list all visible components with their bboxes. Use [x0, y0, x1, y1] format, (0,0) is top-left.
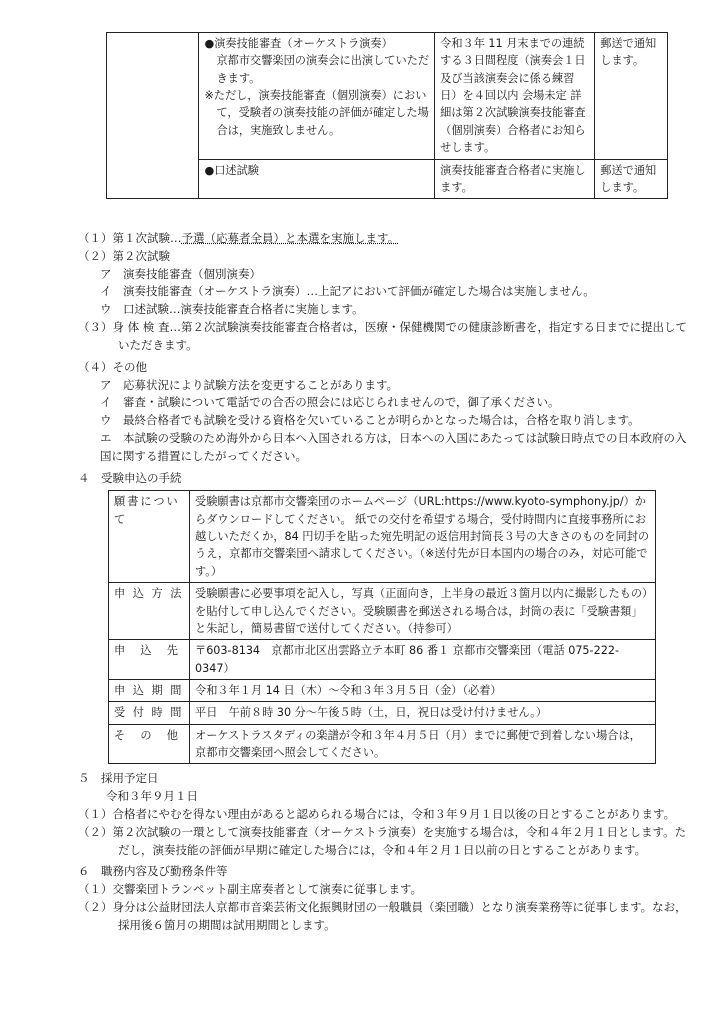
table-row	[109, 724, 656, 764]
section3-item4-head: （４）その他	[78, 359, 147, 374]
section5-item1: （１）合格者にやむを得ない理由があると認められる場合には，令和３年９月１日以後の日とすることがあります。	[78, 807, 676, 822]
row-label: そ の 他	[109, 724, 190, 764]
row-value: 令和３年１月 14 日（木）～令和３年３月５日（金）（必着）	[190, 679, 656, 701]
row-label: 申 込 方 法	[109, 583, 190, 640]
section5-item2: （２）第２次試験の一環として演奏技能審査（オーケストラ演奏）を実施する場合は，令和４年２月１日とします。ただし，演奏技能の評価が早期に確定した場合には，令和４年２月１日以前の日とすることがあります。	[78, 824, 687, 857]
section3-item2-i: イ 演奏技能審査（オーケストラ演奏）…上記アにおいて評価が確定した場合は実施しません。	[100, 284, 595, 299]
section5-heading: ５ 採用予定日	[78, 771, 159, 786]
section4-heading: ４ 受験申込の手続	[78, 470, 182, 485]
section3-item3: （３）身 体 検 査…第２次試験演奏技能審査合格者は，医療・保健機関での健康診断書を，指定する日までに提出していただきます。	[78, 320, 687, 352]
row-value: 受験願書に必要事項を記入し，写真（正面向き，上半身の最近３箇月以内に撮影したもの）を貼付して申し込んでください。受験願書を郵送される場合は，封筒の表に「受験書類」と朱記し，簡易書留で送付してください。（持参可）	[190, 583, 656, 640]
row-label: 申 込 先	[109, 640, 190, 680]
table-cell-notice: 郵送で通知します。	[595, 159, 668, 199]
row-label: 申 込 期 間	[109, 679, 190, 701]
table-cell-blank	[107, 33, 199, 199]
item-desc: 京都市交響楽団の演奏会に出演していただきます。	[216, 54, 430, 85]
exam-schedule-table	[106, 32, 668, 199]
item1-prefix: （１）第１次試験…	[78, 231, 182, 245]
section3-item2-head: （２）第２次試験	[78, 248, 170, 263]
table-row	[109, 702, 656, 724]
section3-item2-u: ウ 口述試験…演奏技能審査合格者に実施します。	[100, 302, 364, 317]
application-procedure-table	[108, 490, 656, 764]
row-label: 願書について	[109, 491, 190, 583]
section3-item4-u: ウ 最終合格者でも試験を受ける資格を欠いていることが明らかとなった場合は，合格を取り消します。	[100, 413, 640, 428]
table-cell-notice: 郵送で通知します。	[595, 33, 668, 160]
row-value: 受験願書は京都市交響楽団のホームページ（URL:https://www.kyoto-symphony.jp/）からダウンロードしてください。 紙での交付を希望する場合，受付時間内に直接事務所にお越しいただくか，84 円切手を貼った宛先明記の返信用封筒長３号の大きさのものを同封のうえ，京都市交響楽団へ請求してください。（※送付先が日本国内の場合のみ，対応可能です。）	[190, 491, 656, 583]
section6-item1: （１）交響楽団トランペット副主席奏者として演奏に従事します。	[78, 882, 423, 897]
section3-item4-i: イ 審査・試験について電話での合否の照会には応じられませんので，御了承ください。	[100, 395, 560, 410]
table-cell-item	[199, 33, 435, 160]
row-label: 受 付 時 間	[109, 702, 190, 724]
table-row	[107, 33, 668, 160]
table-row	[109, 640, 656, 680]
table-row	[109, 491, 656, 583]
item-title: ●演奏技能審査（オーケストラ演奏）	[204, 37, 393, 50]
section3-item2-a: ア 演奏技能審査（個別演奏）	[100, 266, 261, 281]
item-title: ●口述試験	[204, 163, 259, 177]
item1-underlined: 予選（応募者全員）と本選を実施します。	[181, 231, 400, 245]
table-row	[109, 679, 656, 701]
section3-item4-e: エ 本試験の受験のため海外から日本へ入国される方は，日本への入国にあたっては試験日時点での日本政府の入国に関する措置にしたがってください。	[100, 430, 687, 463]
section5-date: 令和３年９月１日	[106, 789, 198, 804]
row-value: オーケストラスタディの楽譜が令和３年４月５日（月）までに郵便で到着しない場合は，京都市交響楽団へ照会してください。	[190, 724, 656, 764]
section6-item2: （２）身分は公益財団法人京都市音楽芸術文化振興財団の一般職員（楽団職）となり演奏業務等に従事します。なお，採用後６箇月の期間は試用期間とします。	[78, 900, 687, 932]
row-value: 〒603-8134 京都市北区出雲路立テ本町 86 番１ 京都市交響楽団（電話 075-222-0347）	[190, 640, 656, 680]
table-cell-timing: 令和３年 11 月末までの連続する３日間程度（演奏会１日及び当該演奏会に係る練習日）を４回以内 会場未定 詳細は第２次試験演奏技能審査（個別演奏）合格者にお知らせします。	[435, 33, 595, 160]
document-body	[78, 230, 690, 935]
section3-item1	[78, 230, 690, 248]
row-value: 平日 午前８時 30 分～午後５時（土，日，祝日は受け付けません。）	[190, 702, 656, 724]
table-cell-timing: 演奏技能審査合格者に実施します。	[435, 159, 595, 199]
section3-item4-a: ア 応募状況により試験方法を変更することがあります。	[100, 377, 399, 392]
item-note: ※ただし，演奏技能審査（個別演奏）において，受験者の演奏技能の評価が確定した場合は，実施致しません。	[204, 89, 429, 137]
table-row	[109, 583, 656, 640]
table-cell-item	[199, 159, 435, 199]
section6-heading: ６ 職務内容及び勤務条件等	[78, 864, 228, 879]
